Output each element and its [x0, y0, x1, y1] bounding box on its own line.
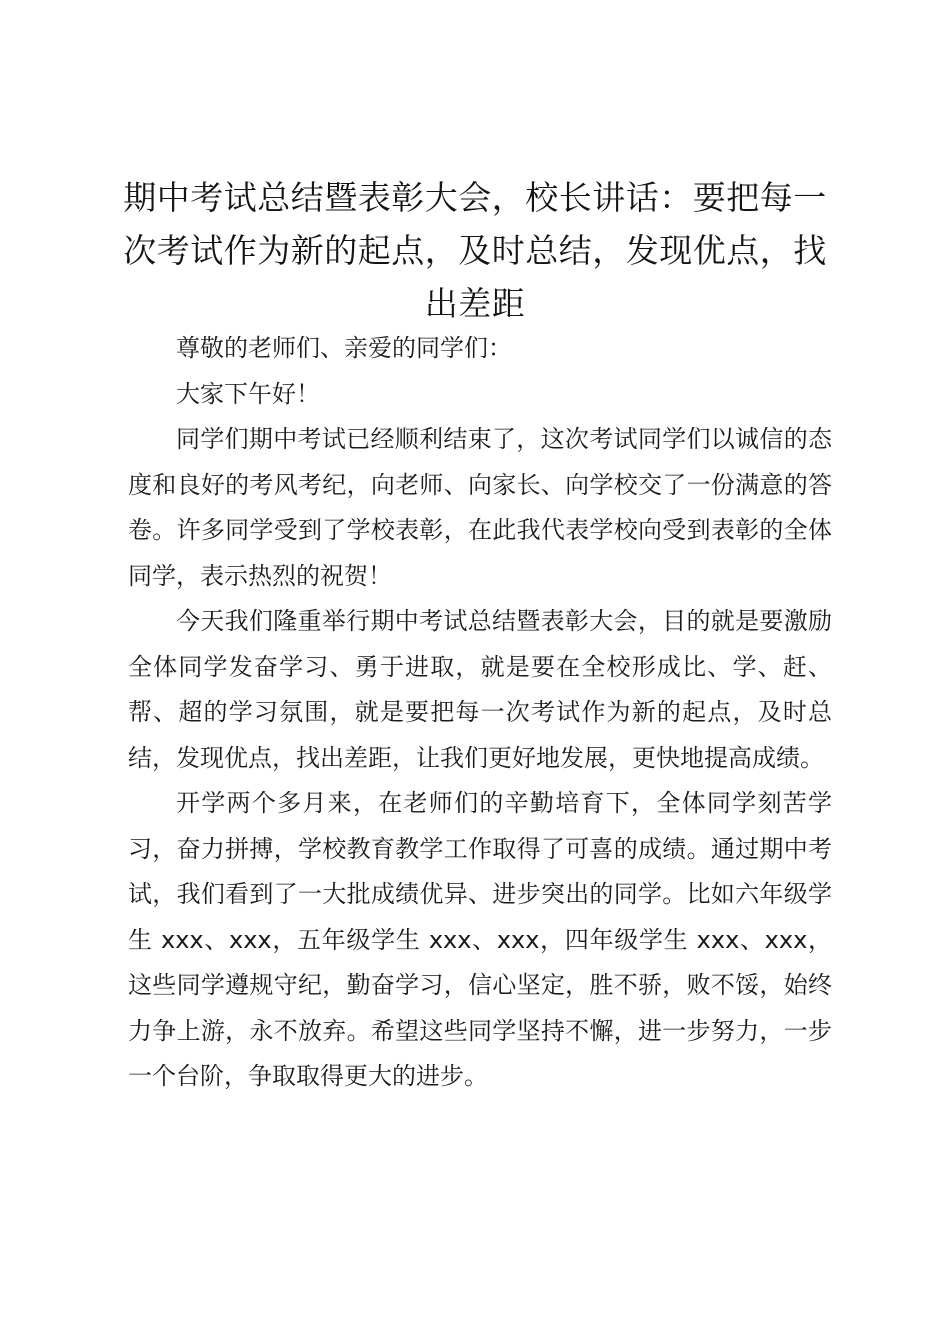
- document-body: [128, 326, 832, 1100]
- greeting: 大家下午好！: [176, 379, 320, 408]
- paragraph: 同学们期中考试已经顺利结束了，这次考试同学们以诚信的态度和良好的考风考纪，向老师、向家长、向学校交了一份满意的答卷。许多同学受到了学校表彰，在此我代表学校向受到表彰的全体同学，表示热烈的祝贺！: [128, 425, 832, 590]
- document-title: 期中考试总结暨表彰大会，校长讲话：要把每一次考试作为新的起点，及时总结，发现优点，找出差距: [123, 178, 827, 323]
- paragraph: 开学两个多月来，在老师们的辛勤培育下，全体同学刻苦学习，奋力拼搏，学校教育教学工作取得了可喜的成绩。通过期中考试，我们看到了一大批成绩优异、进步突出的同学。比如六年级学生 xxx、xxx，五年级学生 xxx、xxx，四年级学生 xxx、xxx，这些同学遵规守纪，勤奋学习，信心坚定，胜不骄，败不馁，始终力争上游，永不放弃。希望这些同学坚持不懈，进一步努力，一步一个台阶，争取取得更大的进步。: [128, 789, 832, 1090]
- salutation: 尊敬的老师们、亲爱的同学们：: [176, 334, 512, 362]
- paragraph: 今天我们隆重举行期中考试总结暨表彰大会，目的就是要激励全体同学发奋学习、勇于进取，就是要在全校形成比、学、赶、帮、超的学习氛围，就是要把每一次考试作为新的起点，及时总结，发现优点，找出差距，让我们更好地发展，更快地提高成绩。: [128, 607, 832, 772]
